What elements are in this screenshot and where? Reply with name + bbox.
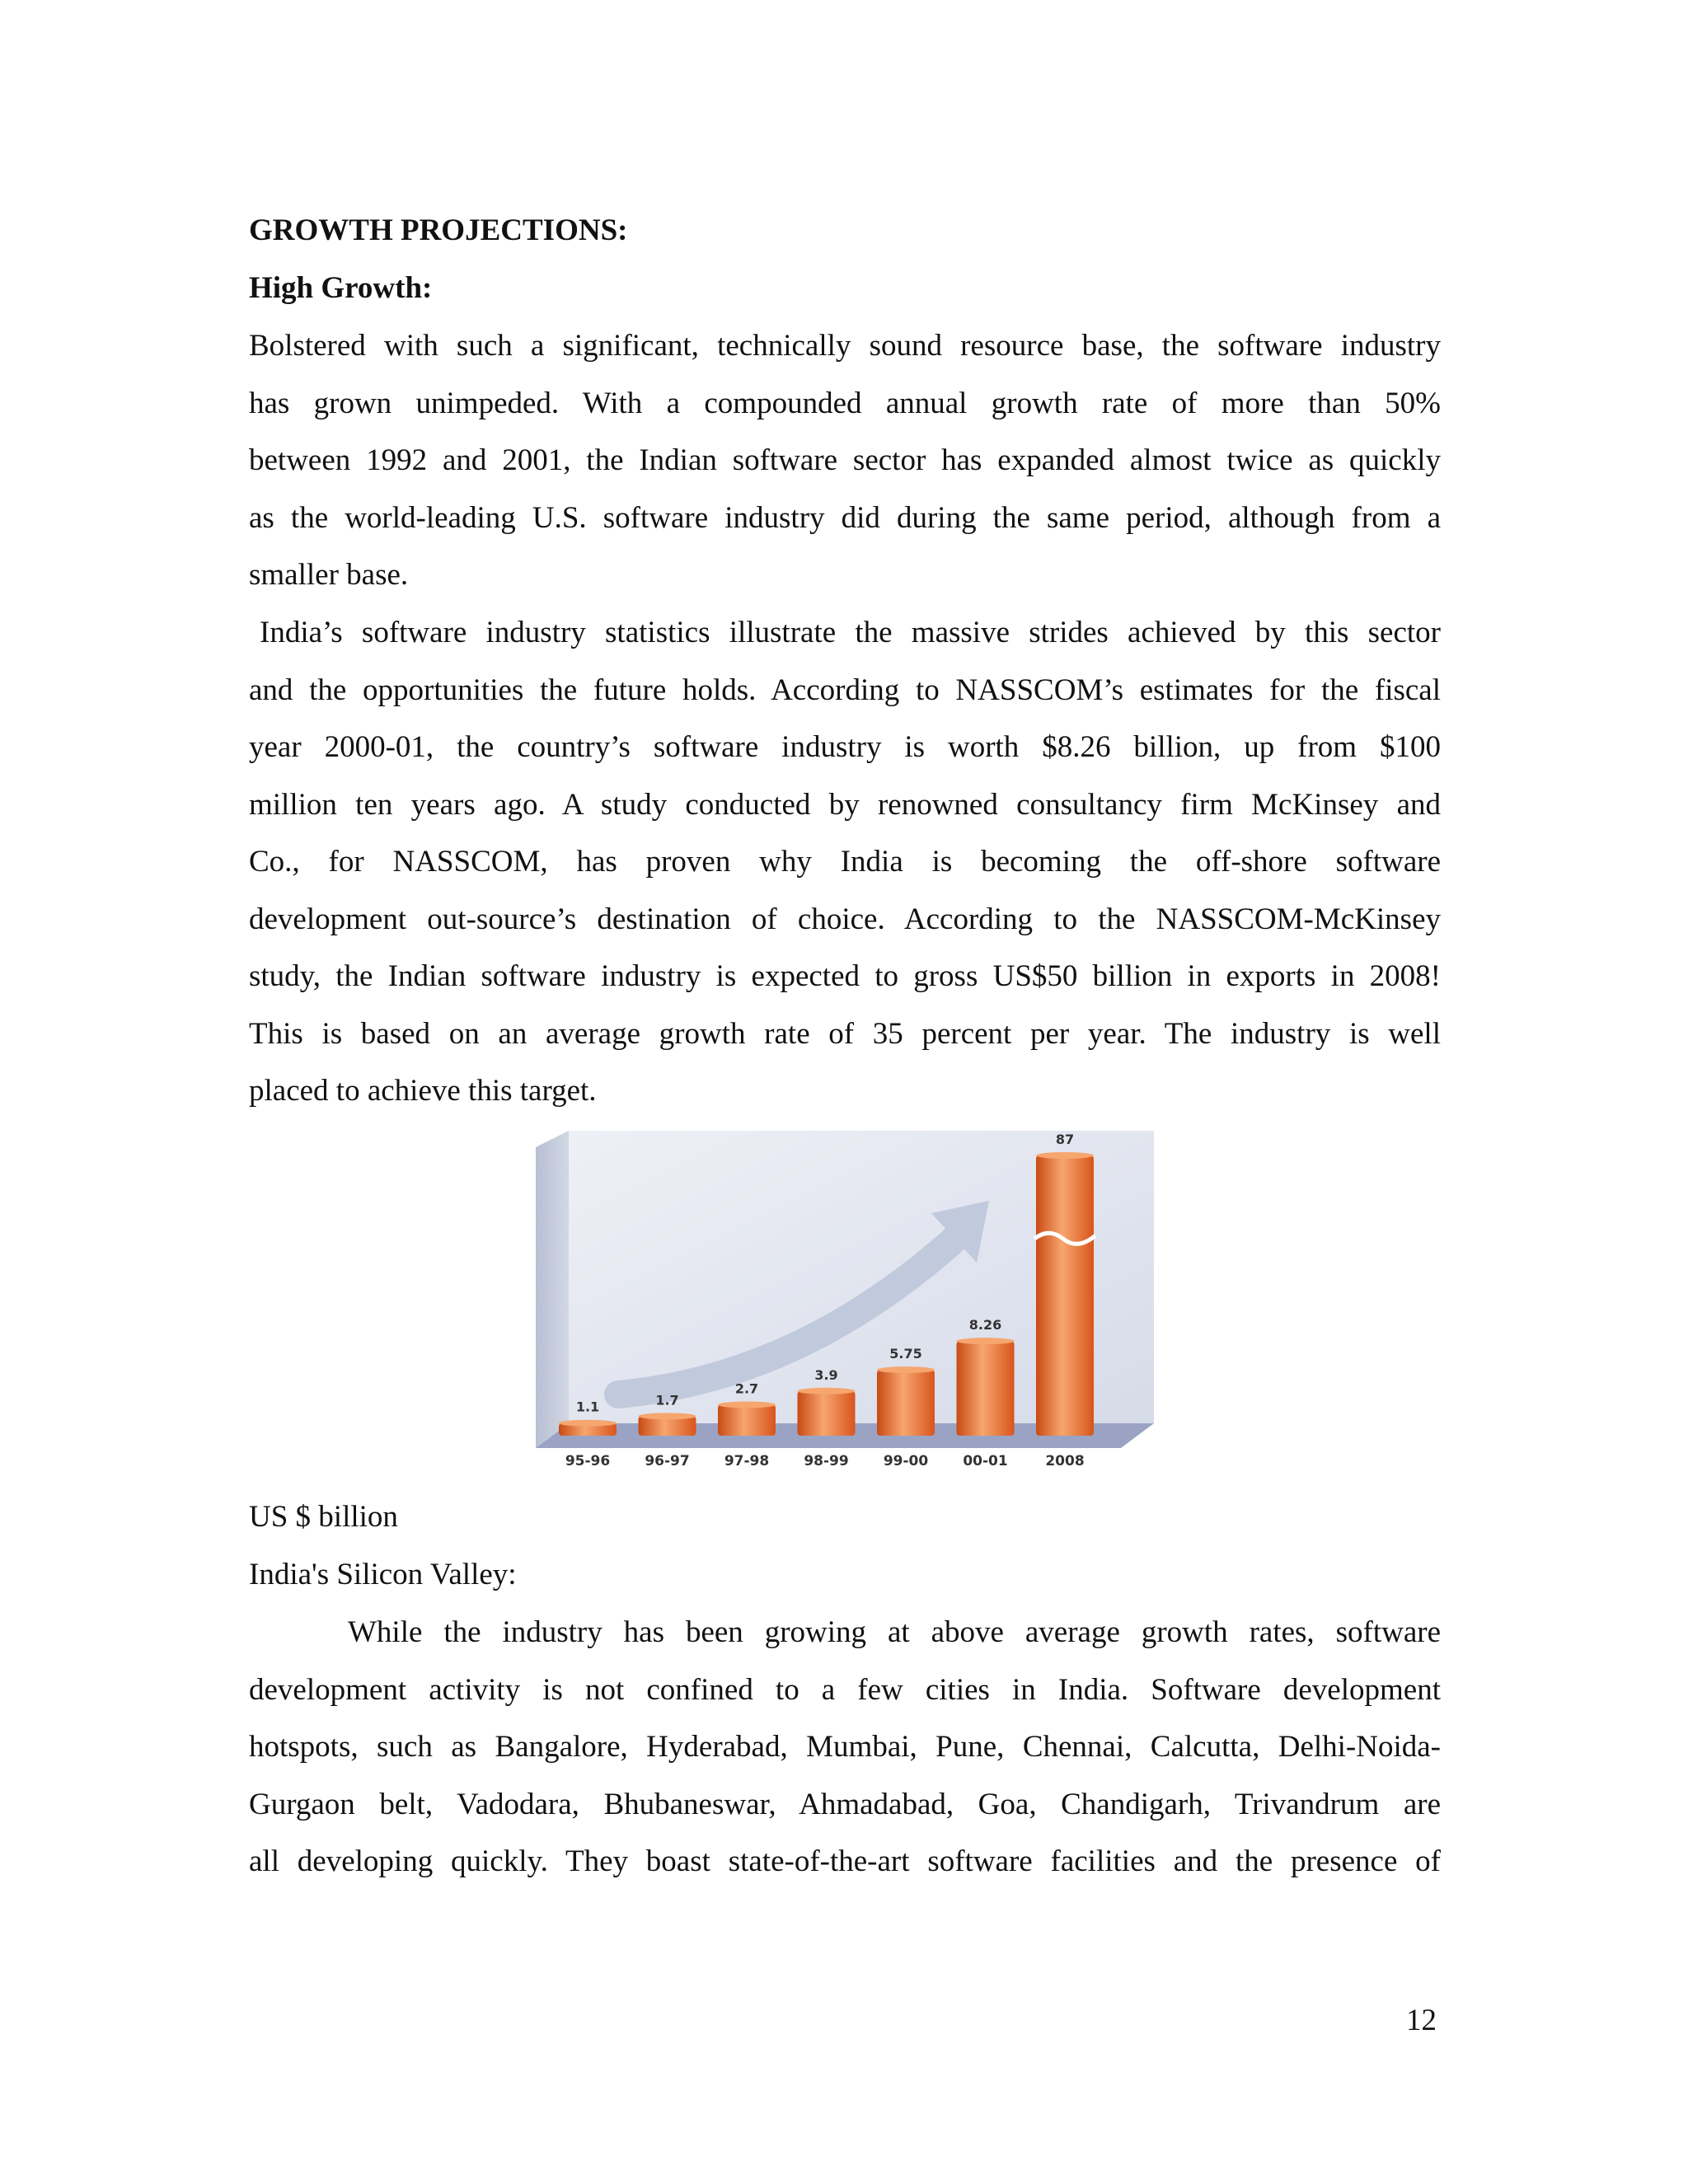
text-line: smaller base. <box>249 558 409 592</box>
subsection-heading: High Growth: <box>249 271 433 305</box>
chart-data-label: 2.7 <box>734 1380 759 1397</box>
paragraph-high-growth <box>249 317 1441 604</box>
paragraph-silicon-valley <box>249 1604 1441 1891</box>
text-line: as the world-leading U.S. software industry did during the same period, although from a <box>249 500 1441 535</box>
chart-bar <box>718 1404 776 1436</box>
chart-category-label: 99-00 <box>883 1453 929 1469</box>
chart-caption: US $ billion <box>249 1500 398 1534</box>
chart-category-label: 2008 <box>1045 1453 1085 1469</box>
chart-category-label: 95-96 <box>565 1453 611 1469</box>
chart-category-label: 00-01 <box>963 1453 1008 1469</box>
section-heading: GROWTH PROJECTIONS: <box>249 213 628 247</box>
text-line: While the industry has been growing at above average growth rates, software <box>348 1615 1441 1649</box>
text-line: India’s software industry statistics illustrate the massive strides achieved by this sector <box>260 616 1441 649</box>
chart-bar-cap <box>559 1420 617 1427</box>
chart-side-wall <box>536 1131 569 1448</box>
chart-data-label: 8.26 <box>968 1317 1002 1333</box>
chart-bar-cap <box>639 1413 696 1419</box>
chart-category-label: 96-97 <box>645 1453 690 1469</box>
section-subheading: India's Silicon Valley: <box>249 1558 517 1591</box>
chart-data-label: 1.7 <box>655 1392 679 1408</box>
chart-bar <box>877 1370 935 1436</box>
text-line: This is based on an average growth rate of 35 percent per year. The industry is well <box>249 1016 1441 1051</box>
text-line: million ten years ago. A study conducted by renowned consultancy firm McKinsey and <box>249 787 1441 822</box>
text-line: between 1992 and 2001, the Indian software sector has expanded almost twice as quickly <box>249 443 1441 477</box>
text-line: and the opportunities the future holds. According to NASSCOM’s estimates for the fiscal <box>249 673 1441 707</box>
text-line: year 2000-01, the country’s software industry is worth $8.26 billion, up from $100 <box>249 730 1441 764</box>
chart-bar <box>957 1341 1015 1436</box>
chart-bar <box>1036 1155 1094 1436</box>
chart-data-label: 3.9 <box>814 1366 838 1383</box>
growth-bar-chart <box>528 1131 1170 1477</box>
paragraph-statistics <box>249 604 1441 1120</box>
text-line: development out-source’s destination of choice. According to the NASSCOM-McKinsey <box>249 902 1441 936</box>
page-number: 12 <box>1406 2004 1437 2037</box>
chart-data-label: 87 <box>1055 1132 1075 1147</box>
chart-bar-cap <box>957 1338 1015 1344</box>
chart-bar-cap <box>1036 1152 1094 1159</box>
text-line: placed to achieve this target. <box>249 1074 597 1108</box>
chart-category-label: 97-98 <box>724 1453 770 1469</box>
chart-bar-cap <box>798 1388 856 1394</box>
text-line: has grown unimpeded. With a compounded annual growth rate of more than 50% <box>249 386 1441 420</box>
text-line: Gurgaon belt, Vadodara, Bhubaneswar, Ahmadabad, Goa, Chandigarh, Trivandrum are <box>249 1787 1441 1821</box>
chart-bar-cap <box>718 1401 776 1408</box>
chart-data-label: 5.75 <box>889 1346 922 1362</box>
text-line: Co., for NASSCOM, has proven why India is becoming the off-shore software <box>249 845 1441 879</box>
text-line: study, the Indian software industry is expected to gross US$50 billion in exports in 2008! <box>249 959 1441 993</box>
chart-bar <box>798 1391 856 1436</box>
chart-category-label: 98-99 <box>804 1453 849 1469</box>
chart-bar-cap <box>877 1366 935 1373</box>
text-line: hotspots, such as Bangalore, Hyderabad, Mumbai, Pune, Chennai, Calcutta, Delhi-Noida- <box>249 1730 1441 1764</box>
text-line: all developing quickly. They boast state-of-the-art software facilities and the presence of <box>249 1844 1441 1878</box>
text-line: Bolstered with such a significant, technically sound resource base, the software industry <box>249 329 1441 363</box>
text-line: development activity is not confined to a few cities in India. Software development <box>249 1672 1441 1707</box>
chart-data-label: 1.1 <box>575 1399 600 1415</box>
